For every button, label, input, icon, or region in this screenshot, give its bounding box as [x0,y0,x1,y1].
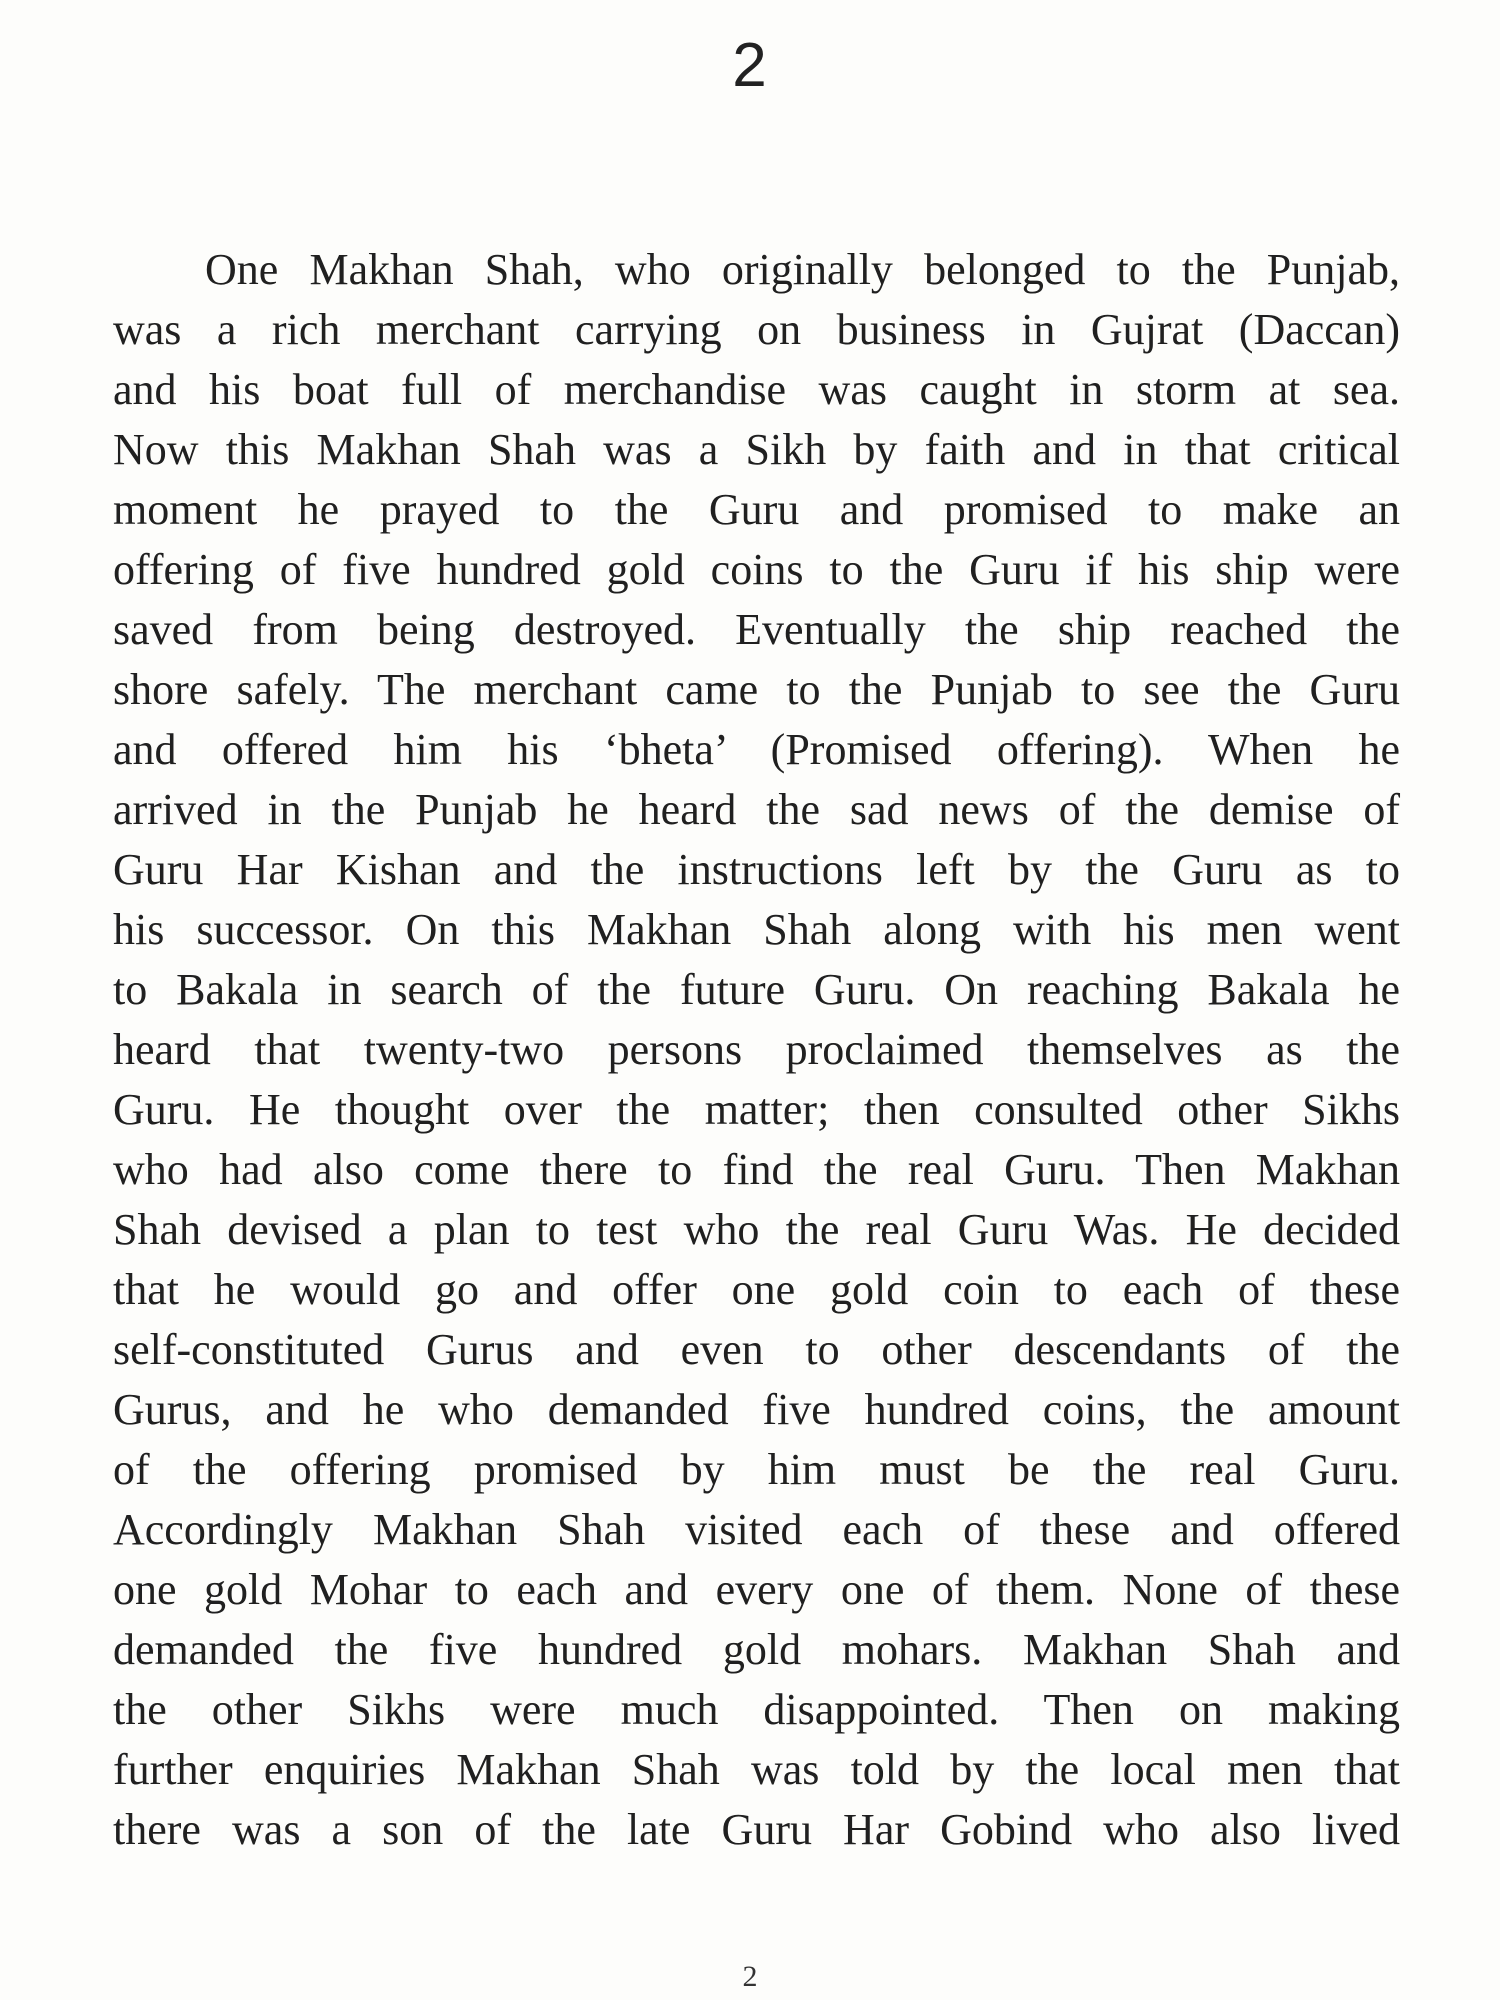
paragraph-line: self-constituted Gurus and even to other descendants of the [113,1325,1400,1374]
paragraph-line: shore safely. The merchant came to the Punjab to see the Guru [113,665,1400,714]
paragraph-line: Guru. He thought over the matter; then consulted other Sikhs [113,1085,1400,1134]
paragraph-line: Shah devised a plan to test who the real Guru Was. He decided [113,1205,1400,1254]
chapter-number: 2 [732,31,768,100]
paragraph-line: the other Sikhs were much disappointed. Then on making [113,1685,1400,1734]
paragraph-line: and his boat full of merchandise was caught in storm at sea. [113,365,1400,414]
paragraph-line: offering of five hundred gold coins to the Guru if his ship were [113,545,1400,594]
paragraph-line: one gold Mohar to each and every one of them. None of these [113,1565,1400,1614]
footer-page-number: 2 [742,1960,758,1993]
paragraph-line: Now this Makhan Shah was a Sikh by faith and in that critical [113,425,1400,474]
paragraph-line: to Bakala in search of the future Guru. On reaching Bakala he [113,965,1400,1014]
paragraph-line: was a rich merchant carrying on business in Gujrat (Daccan) [113,305,1400,354]
paragraph-line: saved from being destroyed. Eventually the ship reached the [113,605,1400,654]
paragraph-line: Gurus, and he who demanded five hundred coins, the amount [113,1385,1400,1434]
paragraph-line: Accordingly Makhan Shah visited each of these and offered [113,1505,1400,1554]
paragraph-line: arrived in the Punjab he heard the sad news of the demise of [113,785,1400,834]
paragraph-line: and offered him his ‘bheta’ (Promised offering). When he [113,725,1400,774]
paragraph-line: heard that twenty-two persons proclaimed themselves as the [113,1025,1400,1074]
paragraph-line: demanded the five hundred gold mohars. Makhan Shah and [113,1625,1400,1674]
paragraph-line: who had also come there to find the real Guru. Then Makhan [113,1145,1400,1194]
paragraph-line: Guru Har Kishan and the instructions left by the Guru as to [113,845,1400,894]
body-paragraph [113,240,1400,1860]
paragraph-line: moment he prayed to the Guru and promised to make an [113,485,1400,534]
paragraph-line: there was a son of the late Guru Har Gobind who also lived [113,1805,1400,1854]
paragraph-line: his successor. On this Makhan Shah along with his men went [113,905,1400,954]
paragraph-line: that he would go and offer one gold coin to each of these [113,1265,1400,1314]
paragraph-line: of the offering promised by him must be the real Guru. [113,1445,1400,1494]
paragraph-line: further enquiries Makhan Shah was told by the local men that [113,1745,1400,1794]
paragraph-line: One Makhan Shah, who originally belonged to the Punjab, [205,245,1400,294]
